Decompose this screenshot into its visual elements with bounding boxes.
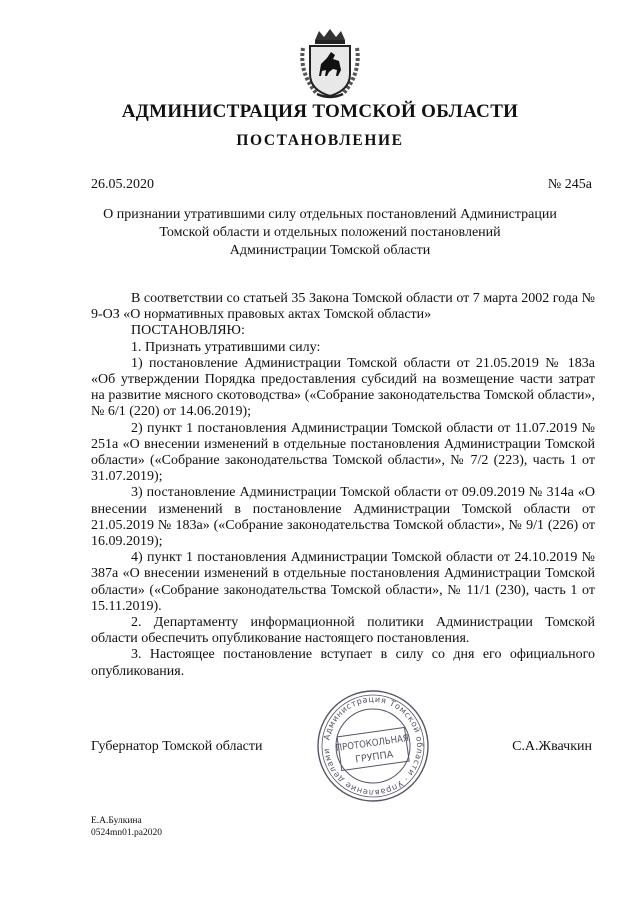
official-stamp: [315, 688, 431, 804]
subitem-2: 2) пункт 1 постановления Администрации Томской области от 11.07.2019 № 251а «О внесении изменений в отдельные постановления Администрации Томской области» («Собрание законодательства Томской области», № 7/2 (223), часть 1 от 31.07.2019);: [91, 420, 595, 485]
document-body: [91, 291, 595, 680]
document-subject: [100, 206, 560, 260]
item-1-intro: 1. Признать утратившими силу:: [131, 339, 321, 355]
stamp-center-line-1: ПРОТОКОЛЬНАЯ: [335, 732, 410, 755]
subitem-3: 3) постановление Администрации Томской области от 09.09.2019 № 314а «О внесении изменений в постановление Администрации Томской области от 21.05.2019 № 183а» («Собрание законодательства Томской области», № 9/1 (226) от 16.09.2019);: [91, 485, 595, 550]
decree-word: ПОСТАНОВЛЯЮ:: [131, 323, 245, 339]
preamble-paragraph: В соответствии со статьей 35 Закона Томской области от 7 марта 2002 года № 9-ОЗ «О нормативных правовых актах Томской области»: [91, 291, 595, 323]
signer-name: С.А.Жвачкин: [512, 739, 592, 754]
stamp-ring-text: Администрация Томской области · Управление делами: [320, 693, 426, 799]
subject-line: Администрации Томской области: [229, 243, 431, 258]
subitem-1: 1) постановление Администрации Томской области от 21.05.2019 № 183а «Об утверждении Порядка предоставления субсидий на возмещение части затрат на развитие мясного скотоводства» («Собрание законодательства Томской области», № 6/1 (220) от 14.06.2019);: [91, 355, 595, 420]
subject-line: О признании утратившими силу отдельных постановлений Администрации: [103, 207, 557, 222]
subject-line: Томской области и отдельных положений постановлений: [159, 225, 501, 240]
stamp-center-line-2: ГРУППА: [354, 749, 394, 766]
document-type-heading: ПОСТАНОВЛЕНИЕ: [236, 132, 404, 149]
signer-position: Губернатор Томской области: [91, 739, 263, 754]
file-code: 0524mn01.pa2020: [91, 828, 162, 838]
item-3-paragraph: 3. Настоящее постановление вступает в силу со дня его официального опубликования.: [91, 647, 595, 679]
item-2-paragraph: 2. Департаменту информационной политики Администрации Томской области обеспечить опубликование настоящего постановления.: [91, 615, 595, 647]
coat-of-arms-icon: [297, 28, 363, 100]
subitem-4: 4) пункт 1 постановления Администрации Томской области от 24.10.2019 № 387а «О внесении изменений в отдельные постановления Администрации Томской области» («Собрание законодательства Томской области», № 11/1 (230), часть 1 от 15.11.2019).: [91, 550, 595, 614]
document-date: 26.05.2020: [91, 177, 154, 192]
executor-footer: [91, 815, 162, 839]
executor-name: Е.А.Булкина: [91, 816, 142, 826]
organization-title: АДМИНИСТРАЦИЯ ТОМСКОЙ ОБЛАСТИ: [121, 101, 519, 122]
document-number: № 245а: [547, 177, 592, 192]
